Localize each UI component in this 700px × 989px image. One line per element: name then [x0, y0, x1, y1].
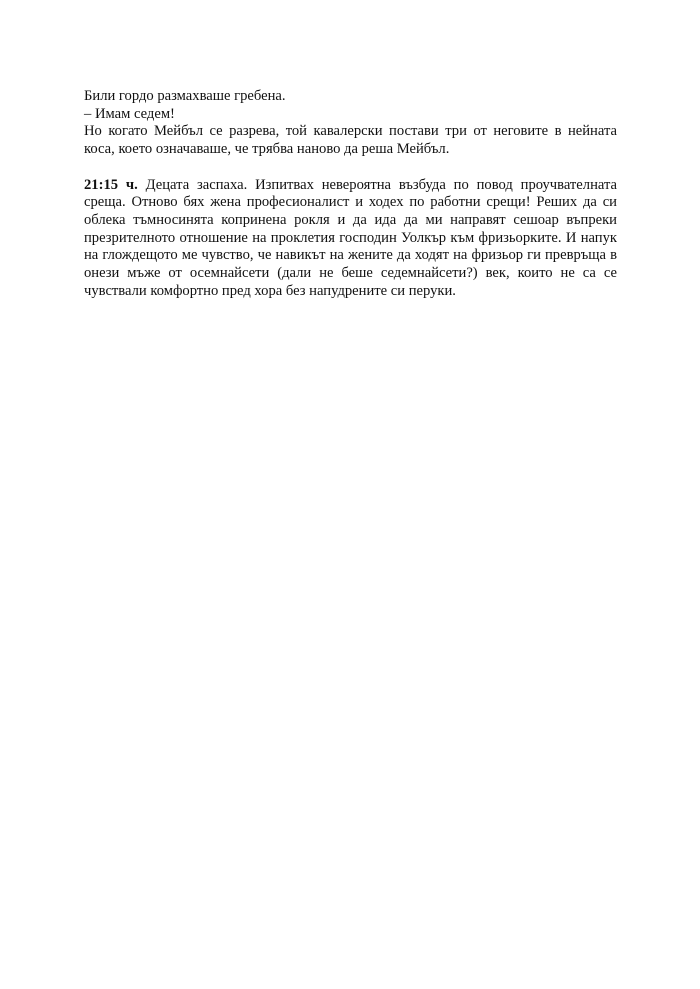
text-line: Били гордо размахваше гребена. — [84, 88, 286, 104]
dialogue-line: – Имам седем! — [84, 105, 175, 122]
text-line: Но когато Мейбъл се разрева, той кавалерски постави три от неговите в нейната коса, което означаваше, че трябва наново да реша Мейбъл. — [84, 123, 617, 158]
paragraph-dialogue — [84, 88, 617, 159]
paragraph-diary-entry — [84, 177, 617, 301]
entry-text: Децата заспаха. Изпитвах невероятна възбуда по повод проучвателната среща. Отново бях жена професионалист и ходех по работни срещи! Реших да си облека тъмносинята копринена рокля и да ида да ми направят сешоар въпреки презрителното отношение на проклетия господин Уолкър към фризьорките. И напук на глождещото ме чувство, че навикът на жените да ходят на фризьор ги превръща в онези мъже от осемнайсети (дали не беше седемнайсети?) век, които не са се чувствали комфортно пред хора без напудрените си перуки. — [84, 176, 618, 299]
document-body — [84, 88, 617, 300]
entry-time: 21:15 ч. — [84, 176, 138, 193]
